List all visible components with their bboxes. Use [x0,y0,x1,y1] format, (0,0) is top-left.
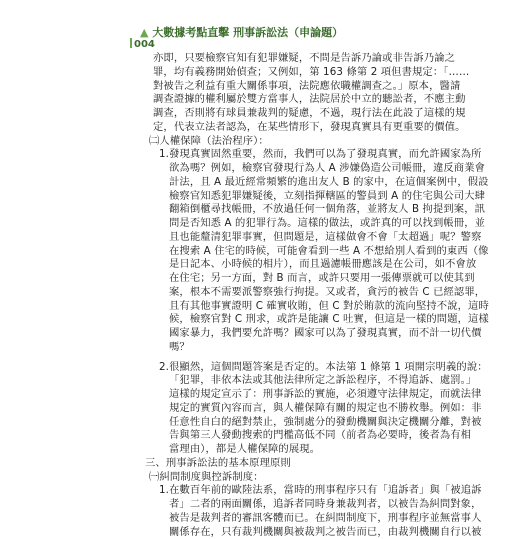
text-line: 告與第三人發動搜索的門檻高低不同（前者為必要時，後者為有相 [130,429,412,443]
text-line: 定，代表立法者認為，在某些情形下，發現真實具有更重要的價值。 [130,121,412,135]
text-line: 規定的實質內容而言，與人權保障有關的規定也不勝枚舉。例如：非 [130,402,412,416]
text-line: 檢察官知悉犯罪嫌疑後，立刻指揮轄區的警員到 A 的住宅與公司大肆 [130,190,412,204]
text-line: ㈠糾問制度與控訴制度： [130,471,412,485]
text-line: 案，根本不需要派警察強行拘提。又或者，貪污的被告 C 已經認罪， [130,286,412,300]
text-line: 且也能釐清犯罪事實，但問題是，這樣做會不會「太超過」呢？警察 [130,231,412,245]
text-line: 「犯罪，非依本法或其他法律所定之訴訟程序，不得追訴、處罰。」 [130,374,412,388]
text-line: 對被告之利益有重大關係事項，法院應依職權調查之。」原本，醫請 [130,80,412,94]
text-line: 罪，均有義務開始偵查；又例如，第 163 條第 2 項但書規定：「…… [130,66,412,80]
page-number-text: 004 [134,39,155,50]
text-line: 任意性自白的絕對禁止，強制處分的發動機關與決定機關分離，對被 [130,416,412,430]
text-line: 計法，且 A 最近經常頻繁的進出友人 B 的家中，在這個案例中，假設 [130,176,412,190]
text-line: 者」二者的兩面關係，追訴者同時身兼裁判者，以被告為糾問對象， [130,498,412,512]
book-title: 大數據考點直擊 刑事訴訟法（申論題） [152,26,343,39]
text-line: 國家暴力，我們要允許嗎？國家可以為了發現真實，而不計一切代價 [130,327,412,341]
text-line: 這樣的規定宣示了：刑事訴訟的實施，必須遵守法律規定，而就法律 [130,388,412,402]
text-line: 欲為嗎？例如，檢察官發現行為人 A 涉嫌偽造公司帳冊，違反商業會 [130,162,412,176]
text-line: 1.在數百年前的歐陸法系，當時的刑事程序只有「追訴者」與「被追訴 [130,484,412,498]
page-number-rule [130,38,132,48]
text-line: ㈡人權保障（法治程序）： [130,135,412,149]
text-line: 候，檢察官對 C 刑求，或許是能讓 C 吐實，但這是一樣的問題，這樣 [130,313,412,327]
text-line: 三、刑事訴訟法的基本原理原則 [130,457,412,471]
text-line: 翻箱倒櫃尋找帳冊，不放過任何一個角落，並將友人 B 拘提到案，訊 [130,203,412,217]
text-line: 亦即，只要檢察官知有犯罪嫌疑，不問是告訴乃論或非告訴乃論之 [130,52,412,66]
text-line: 問是否知悉 A 的犯罪行為。這樣的做法，或許真的可以找到帳冊，並 [130,217,412,231]
text-line: 被告是裁判者的審訊客體而已。在糾問制度下，刑事程序並無當事人 [130,512,412,526]
text-line: 關係存在，只有裁判機關與被裁判之被告而已，由裁判機關自行以被 [130,526,412,539]
header-marker: ▲ [140,26,148,39]
page-number [130,38,155,50]
text-line: 且有其他事實證明 C 確實收賄，但 C 對於賄款的流向堅持不說，這時 [130,300,412,314]
text-line: 嗎？ [130,341,412,355]
text-line: 調查，否則將有球員兼裁判的疑慮，不過，現行法在此設了這樣的規 [130,107,412,121]
running-header [140,24,343,40]
text-line: 調查證據的權利屬於雙方當事人，法院居於中立的聽訟者，不應主動 [130,93,412,107]
page-body [130,52,412,539]
text-line: 是日記本、小時候的相片），而且過濾帳冊應該是在公司，如不會放 [130,258,412,272]
text-line: 在搜索 A 住宅的時候，可能會看到一些 A 不想給別人看到的東西（像 [130,245,412,259]
text-line: 當理由），都是人權保障的展現。 [130,443,412,457]
text-line: 1.發現真實固然重要，然而，我們可以為了發現真實，而允許國家為所 [130,148,412,162]
text-line: 在住宅；另一方面，對 B 而言，或許只要用一張傳票就可以使其到 [130,272,412,286]
text-line: 2.很顯然，這個問題答案是否定的。本法第 1 條第 1 項開宗明義的說： [130,361,412,375]
